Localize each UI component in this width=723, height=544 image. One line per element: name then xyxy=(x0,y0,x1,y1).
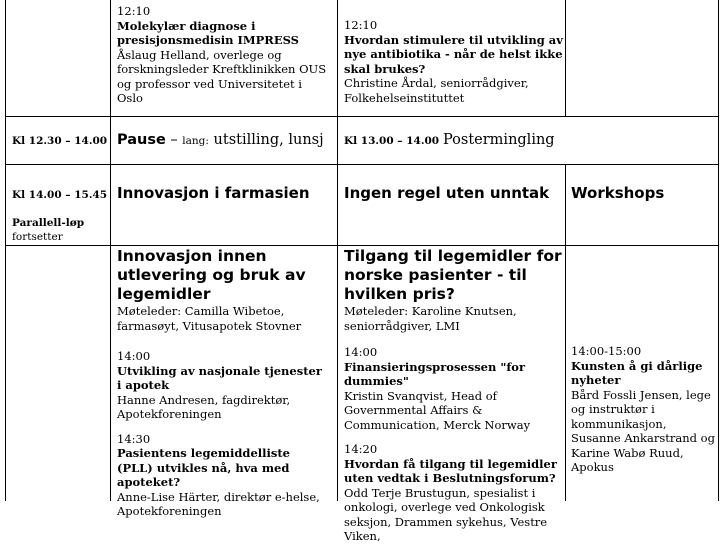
session-time: 12:10 xyxy=(344,18,378,32)
time-slot-pause: Kl 12.30 – 14.00 xyxy=(12,135,108,147)
time-range: Kl 14.00 – 15.45 xyxy=(12,189,108,201)
track-heading: Innovasjon innen utlevering og bruk av legemidler xyxy=(117,247,306,303)
pause-label: Pause xyxy=(117,132,166,148)
row-divider-1 xyxy=(5,116,719,117)
session-title: Utvikling av nasjonale tjenester i apotek xyxy=(117,363,322,392)
poster-label: Postermingling xyxy=(443,132,555,148)
session-title: Hvordan få tilgang til legemidler uten vedtak i Beslutningsforum? xyxy=(344,456,557,485)
session-title: Molekylær diagnose i presisjonsmedisin IMPRESS xyxy=(117,18,299,47)
session-molekylaer-diagnose xyxy=(117,4,329,106)
session-time: 12:10 xyxy=(117,4,151,18)
moderator: Møteleder: Camilla Wibetoe, farmasøyt, Vitusapotek Stovner xyxy=(117,304,302,333)
pause-dash: – xyxy=(165,132,183,148)
time-slot-poster: Kl 13.00 – 14.00 xyxy=(344,135,440,147)
track-heading: Tilgang til legemidler for norske pasienter - til hvilken pris? xyxy=(344,247,562,303)
track-title-ingen-regel: Ingen regel uten unntak xyxy=(344,184,550,202)
row-divider-3 xyxy=(5,245,719,246)
table-right-border xyxy=(718,0,719,501)
parallel-label: Parallell-løp xyxy=(12,216,85,229)
session-time: 14:30 xyxy=(117,431,151,446)
session-speaker: Anne-Lise Härter, direktør e-helse, Apotekforeningen xyxy=(117,489,320,518)
session-speaker: Åslaug Helland, overlege og forskningsleder Kreftklinikken OUS og professor ved Universitetet i Oslo xyxy=(117,47,327,105)
session-speaker: Bård Fossli Jensen, lege og instruktør i kommunikasjon, Susanne Ankarstrand og Karine Wabø Ruud, Apokus xyxy=(571,387,715,474)
session-title: Kunsten å gi dårlige nyheter xyxy=(571,358,703,387)
session-title: Finansieringsprosessen "for dummies" xyxy=(344,359,526,388)
session-time: 14:00 xyxy=(117,349,151,363)
workshop-session xyxy=(571,344,715,475)
parallel-sub: fortsetter xyxy=(12,231,63,243)
column-divider-3-lower xyxy=(565,164,566,501)
session-time: 14:20 xyxy=(344,442,378,456)
pause-description: utstilling, lunsj xyxy=(208,132,324,148)
session-speaker: Odd Terje Brustugun, spesialist i onkologi, overlege ved Onkologisk seksjon, Drammen sykehus, Vestre Viken, xyxy=(344,485,548,543)
track-ingen-regel-sessions xyxy=(344,247,564,544)
moderator: Møteleder: Karoline Knutsen, seniorrådgiver, LMI xyxy=(344,304,517,333)
session-time: 14:00 xyxy=(344,345,378,359)
session-speaker: Kristin Svanqvist, Head of Governmental Affairs & Communication, Merck Norway xyxy=(344,388,531,432)
track-title-innovasjon: Innovasjon i farmasien xyxy=(117,184,310,202)
session-title: Pasientens legemiddelliste (PLL) utvikles nå, hva med apoteket? xyxy=(117,446,290,489)
session-antibiotika xyxy=(344,18,564,105)
session-title: Hvordan stimulere til utvikling av nye antibiotika - når de helst ikke skal brukes? xyxy=(344,32,563,76)
time-slot-parallel xyxy=(12,188,108,245)
column-divider-3 xyxy=(565,0,566,117)
row-divider-2 xyxy=(5,164,719,165)
session-time: 14:00-15:00 xyxy=(571,344,642,358)
table-left-border xyxy=(5,0,6,501)
pause-cell xyxy=(117,131,324,150)
column-divider-2 xyxy=(337,0,338,501)
track-title-workshops: Workshops xyxy=(571,184,665,202)
track-innovasjon-sessions xyxy=(117,247,329,519)
session-speaker: Hanne Andresen, fagdirektør, Apotekforeningen xyxy=(117,392,291,421)
session-speaker: Christine Årdal, seniorrådgiver, Folkehelseinstituttet xyxy=(344,76,529,105)
column-divider-1 xyxy=(110,0,111,501)
pause-small-label: lang: xyxy=(182,135,209,147)
